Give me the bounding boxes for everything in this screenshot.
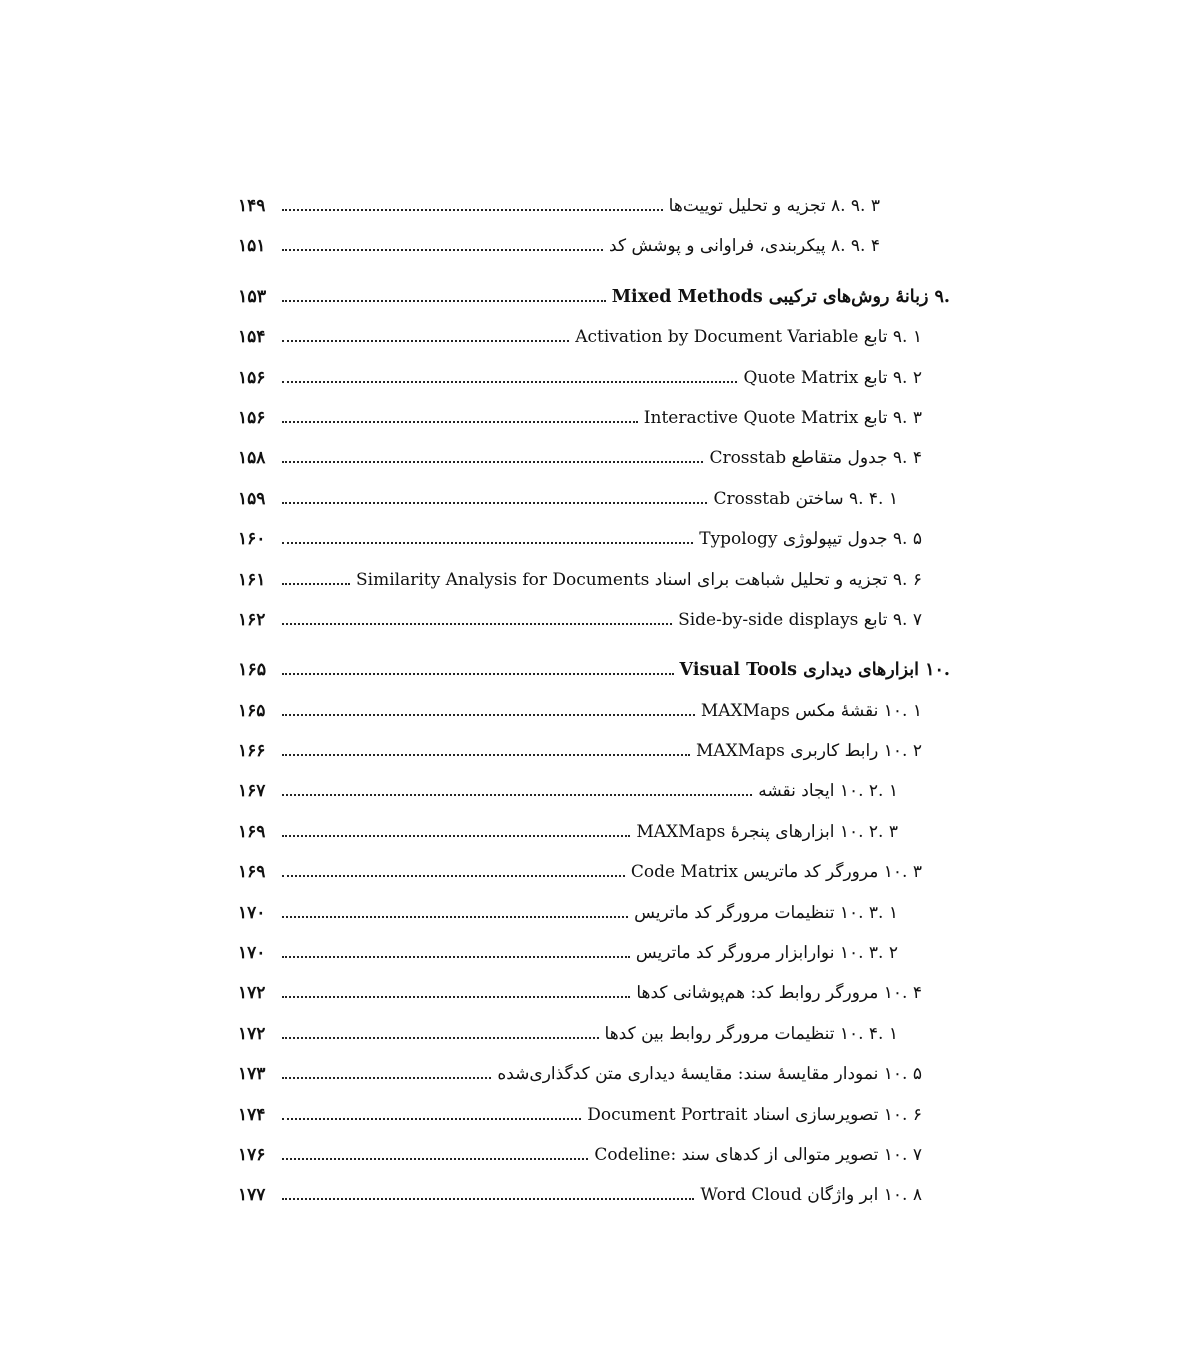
toc-page-number: ۱۶۹ (238, 821, 266, 842)
toc-entry-row (238, 1014, 950, 1054)
toc-page-number: ۱۷۷ (238, 1185, 266, 1206)
toc-entry-row (238, 893, 950, 933)
dot-leader (282, 582, 350, 585)
toc-page-number: ۱۵۳ (238, 286, 267, 307)
toc-entry-title: رابط کاربری MAXMaps (695, 741, 879, 762)
dot-leader (282, 208, 663, 211)
toc-entry-title: نوارابزار مرورگر کد ماتریس (635, 943, 835, 964)
toc-entry-title: تابع Quote Matrix (743, 367, 888, 388)
toc-entry-row (238, 771, 950, 811)
toc-entry-row (238, 1175, 950, 1215)
toc-entry-title: زبانهٔ روش‌های ترکیبی Mixed Methods (611, 286, 929, 307)
toc-entry-title: تجزیه و تحلیل توییت‌ها (668, 196, 826, 216)
dot-leader (282, 380, 737, 383)
toc-page-number: ۱۵۴ (238, 327, 266, 348)
dot-leader (282, 299, 606, 302)
toc-entry-number: ۱۰. ۸ (883, 1185, 922, 1206)
dot-leader (282, 1036, 599, 1039)
toc-entry-number: ۱۰. (925, 660, 950, 681)
toc-entry-title: جدول متقاطع Crosstab (709, 448, 888, 469)
toc-entry-title: تابع Interactive Quote Matrix (643, 407, 888, 428)
toc-entry-row (238, 519, 950, 559)
toc-page-number: ۱۷۳ (238, 1064, 266, 1085)
toc-entry-number: ۹. ۳ (892, 407, 922, 428)
toc-page-number: ۱۵۸ (238, 448, 266, 469)
toc-page-number: ۱۶۰ (238, 529, 266, 550)
toc-entry-row (238, 226, 950, 266)
toc-entry-row (238, 731, 950, 771)
dot-leader (282, 1076, 491, 1079)
toc-entry-title: ابزارهای پنجرهٔ MAXMaps (636, 821, 835, 842)
dot-leader (282, 501, 707, 504)
toc-entry-row (238, 317, 950, 357)
toc-page-number: ۱۵۶ (238, 407, 266, 428)
toc-entry-number: ۸. ۹. ۳ (830, 196, 880, 216)
toc-page-number: ۱۷۲ (238, 983, 266, 1004)
toc-page-number: ۱۶۲ (238, 609, 266, 630)
toc-entry-number: ۹. ۵ (892, 529, 922, 550)
toc-entry-row (238, 812, 950, 852)
toc-chapter-row (238, 650, 950, 690)
dot-leader (282, 1117, 581, 1120)
toc-page-number: ۱۵۱ (238, 236, 266, 257)
toc-entry-number: ۱۰. ۵ (883, 1064, 922, 1085)
toc-page-number: ۱۶۱ (238, 569, 266, 590)
toc-entry-row (238, 398, 950, 438)
dot-leader (282, 995, 630, 998)
toc-entry-title: جدول تیپولوژی Typology (699, 529, 888, 550)
toc-page-number: ۱۶۵ (238, 700, 266, 721)
toc-page-number: ۱۷۰ (238, 943, 266, 964)
toc-entry-title: تصویرسازی اسناد Document Portrait (587, 1104, 879, 1125)
toc-entry-title: تجزیه و تحلیل شباهت برای اسناد Similarity Analysis for Documents (356, 569, 888, 590)
toc-entry-number: ۹. ۴. ۱ (848, 488, 898, 509)
toc-entry-title: مرورگر روابط کد: هم‌پوشانی کدها (636, 983, 879, 1004)
toc-entry-title: ایجاد نقشه (758, 781, 835, 802)
toc-entry-number: ۹. ۶ (892, 569, 922, 590)
toc-entry-title: پیکربندی، فراوانی و پوشش کد (609, 236, 826, 257)
toc-entry-number: ۱۰. ۱ (883, 700, 922, 721)
toc-entry-number: ۱۰. ۷ (883, 1144, 922, 1165)
toc-entry-number: ۱۰. ۴. ۱ (839, 1023, 898, 1044)
toc-entry-number: ۹. ۴ (892, 448, 922, 469)
dot-leader (282, 713, 695, 716)
dot-leader (282, 420, 638, 423)
toc-entry-number: ۸. ۹. ۴ (830, 236, 880, 257)
toc-entry-title: ابر واژگان Word Cloud (700, 1185, 879, 1206)
toc-page-number: ۱۶۶ (238, 741, 266, 762)
toc-entry-row (238, 852, 950, 892)
dot-leader (282, 1157, 588, 1160)
toc-entry-number: ۱۰. ۴ (883, 983, 922, 1004)
dot-leader (282, 1197, 694, 1200)
toc-page-number: ۱۶۹ (238, 862, 266, 883)
toc-entry-number: ۹. ۷ (892, 609, 922, 630)
toc-entry-number: ۱۰. ۳. ۲ (839, 943, 898, 964)
toc-page-number: ۱۷۰ (238, 902, 266, 923)
toc-entry-number: ۹. (934, 286, 950, 307)
dot-leader (282, 541, 693, 544)
toc-page-number: ۱۵۹ (238, 488, 266, 509)
dot-leader (282, 622, 672, 625)
toc-entry-number: ۱۰. ۲. ۳ (839, 821, 898, 842)
toc-entry-title: تنظیمات مرورگر روابط بین کدها (604, 1023, 835, 1044)
toc-entry-row (238, 1095, 950, 1135)
dot-leader (282, 874, 625, 877)
toc-page-number: ۱۶۵ (238, 660, 267, 681)
toc-entry-row (238, 438, 950, 478)
toc-entry-title: ساختن Crosstab (713, 488, 844, 509)
toc-entry-number: ۱۰. ۲. ۱ (839, 781, 898, 802)
dot-leader (282, 834, 630, 837)
toc-page-number: ۱۵۶ (238, 367, 266, 388)
toc-entry-number: ۱۰. ۳. ۱ (839, 902, 898, 923)
dot-leader (282, 915, 628, 918)
toc-entry-number: ۱۰. ۳ (883, 862, 922, 883)
toc-entry-row (238, 479, 950, 519)
toc-entry-number: ۱۰. ۲ (883, 741, 922, 762)
dot-leader (282, 955, 630, 958)
toc-entry-row (238, 973, 950, 1013)
toc-entry-title: نقشهٔ مکس MAXMaps (700, 700, 879, 721)
toc-entry-row (238, 1054, 950, 1094)
toc-entry-row (238, 560, 950, 600)
dot-leader (282, 672, 674, 675)
toc-entry-title: ابزارهای دیداری Visual Tools (679, 660, 919, 681)
toc-entry-row (238, 933, 950, 973)
toc-entry-title: نمودار مقایسهٔ سند: مقایسهٔ دیداری متن کدگذاری‌شده (497, 1064, 879, 1085)
dot-leader (282, 460, 703, 463)
toc-entry-title: Codeline: تصویر متوالی از کدهای سند (594, 1144, 879, 1165)
toc-page-number: ۱۷۲ (238, 1023, 266, 1044)
table-of-contents (238, 186, 950, 1216)
toc-entry-number: ۹. ۱ (892, 327, 922, 348)
toc-page-number: ۱۷۶ (238, 1144, 266, 1165)
toc-entry-title: تابع Side-by-side displays (678, 609, 888, 630)
toc-entry-row (238, 358, 950, 398)
dot-leader (282, 753, 690, 756)
toc-entry-number: ۱۰. ۶ (883, 1104, 922, 1125)
toc-page-number: ۱۷۴ (238, 1104, 266, 1125)
toc-entry-row (238, 600, 950, 640)
toc-entry-row (238, 186, 950, 226)
dot-leader (282, 248, 603, 251)
toc-entry-row (238, 1135, 950, 1175)
toc-page-number: ۱۶۷ (238, 781, 266, 802)
toc-entry-title: تنظیمات مرورگر کد ماتریس (634, 902, 835, 923)
toc-entry-row (238, 691, 950, 731)
toc-entry-title: تابع Activation by Document Variable (575, 327, 888, 348)
toc-entry-title: مرورگر کد ماتریس Code Matrix (630, 862, 879, 883)
toc-page-number: ۱۴۹ (238, 196, 266, 216)
toc-chapter-row (238, 277, 950, 317)
dot-leader (282, 793, 752, 796)
toc-entry-number: ۹. ۲ (892, 367, 922, 388)
dot-leader (282, 339, 569, 342)
